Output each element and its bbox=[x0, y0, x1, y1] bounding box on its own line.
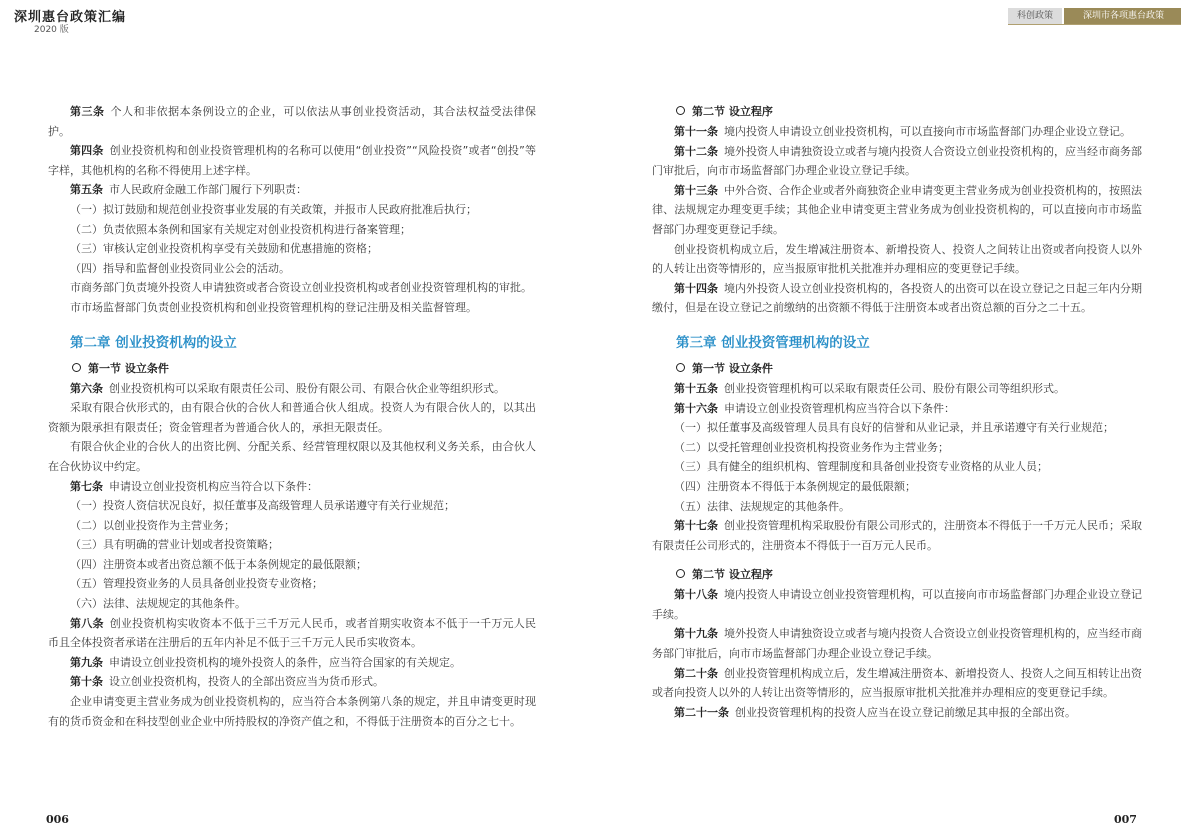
article-text: 创业投资管理机构成立后，发生增减注册资本、新增投资人、投资人之间互相转让出资或者向投资人以外的人转让出资等情形的，应当报原审批机关批准并办理相应的变更登记手续。 bbox=[652, 666, 1142, 700]
article-10 bbox=[48, 672, 536, 692]
article-label: 第四条 bbox=[70, 144, 104, 158]
circle-bullet-icon bbox=[676, 106, 685, 115]
article-text: 境内投资人申请设立创业投资管理机构，可以直接向市市场监督部门办理企业设立登记手续。 bbox=[652, 588, 1142, 621]
article-label: 第二十条 bbox=[674, 666, 718, 680]
article-label: 第二十一条 bbox=[674, 705, 729, 719]
article-17 bbox=[652, 516, 1142, 555]
article-text: 创业投资机构实收资本不低于三千万元人民币，或者首期实收资本不低于一千万元人民币且全体投资者承诺在注册后的五年内补足不低于三千万元人民币实收资本。 bbox=[48, 616, 537, 650]
article-7 bbox=[48, 477, 536, 497]
header-divider bbox=[1008, 24, 1181, 25]
section-title: 第二节 设立程序 bbox=[692, 568, 773, 582]
article-text: 创业投资机构和创业投资管理机构的名称可以使用“创业投资”“风险投资”或者“创投”等字样，其他机构的名称不得使用上述字样。 bbox=[48, 144, 536, 177]
article-text: 创业投资机构可以采取有限责任公司、股份有限公司、有限合伙企业等组织形式。 bbox=[109, 381, 505, 395]
article-label: 第九条 bbox=[70, 655, 103, 669]
article-label: 第十三条 bbox=[674, 183, 718, 197]
article-text: 创业投资管理机构采取股份有限公司形式的，注册资本不得低于一千万元人民币；采取有限责任公司形式的，注册资本不得低于一百万元人民币。 bbox=[652, 519, 1142, 552]
list-item: （一）投资人资信状况良好，拟任董事及高级管理人员承诺遵守有关行业规范； bbox=[70, 499, 455, 513]
list-item: （一）拟任董事及高级管理人员具有良好的信誉和从业记录，并且承诺遵守有关行业规范； bbox=[674, 421, 1114, 435]
article-text: 申请设立创业投资机构的境外投资人的条件，应当符合国家的有关规定。 bbox=[109, 655, 461, 669]
list-item: （四）注册资本或者出资总额不低于本条例规定的最低限额； bbox=[70, 557, 367, 571]
article-20 bbox=[652, 664, 1142, 703]
section-heading bbox=[48, 359, 536, 379]
section-heading bbox=[652, 359, 1142, 379]
article-text: 境外投资人申请独资设立或者与境内投资人合资设立创业投资机构的，应当经市商务部门审批后，向市市场监督部门办理企业设立登记手续。 bbox=[652, 144, 1142, 178]
list-item: （三）具有健全的组织机构、管理制度和具备创业投资专业资格的从业人员； bbox=[674, 460, 1048, 474]
article-14 bbox=[652, 279, 1142, 318]
article-label: 第五条 bbox=[70, 183, 103, 197]
article-text: 申请设立创业投资机构应当符合以下条件： bbox=[109, 479, 318, 493]
article-13 bbox=[652, 181, 1142, 240]
tab-tech-policy: 科创政策 bbox=[1008, 8, 1062, 24]
article-18 bbox=[652, 585, 1142, 624]
paragraph: 企业申请变更主营业务成为创业投资机构的，应当符合本条例第八条的规定，并且申请变更时现有的货币资金和在科技型创业企业中所持股权的净资产值之和，不得低于注册资本的百分之七十。 bbox=[48, 695, 536, 728]
article-label: 第七条 bbox=[70, 479, 103, 493]
edition-year: 2020 版 bbox=[34, 25, 69, 35]
list-item: （一）拟订鼓励和规范创业投资事业发展的有关政策，并报市人民政府批准后执行； bbox=[70, 202, 477, 216]
list-item: （四）指导和监督创业投资同业公会的活动。 bbox=[70, 261, 290, 275]
article-8 bbox=[48, 614, 536, 653]
circle-bullet-icon bbox=[676, 569, 685, 578]
article-text: 设立创业投资机构，投资人的全部出资应当为货币形式。 bbox=[109, 675, 384, 689]
article-text: 创业投资管理机构的投资人应当在设立登记前缴足其申报的全部出资。 bbox=[735, 705, 1076, 719]
article-text: 中外合资、合作企业或者外商独资企业申请变更主营业务成为创业投资机构的，按照法律、法规规定办理变更手续；其他企业申请变更主营业务成为创业投资机构的，可以直接向市市场监督部门办理变更登记手续。 bbox=[652, 183, 1142, 236]
left-page-body bbox=[48, 102, 536, 731]
article-text: 境内投资人申请设立创业投资机构，可以直接向市市场监督部门办理企业设立登记。 bbox=[724, 125, 1131, 138]
paragraph: 有限合伙企业的合伙人的出资比例、分配关系、经营管理权限以及其他权利义务关系，由合伙人在合伙协议中约定。 bbox=[48, 440, 536, 473]
section-heading bbox=[652, 565, 1142, 585]
article-5 bbox=[48, 180, 536, 200]
chapter-3-title: 第三章 创业投资管理机构的设立 bbox=[676, 334, 870, 351]
article-16 bbox=[652, 399, 1142, 419]
article-9 bbox=[48, 653, 536, 673]
list-item: （二）以创业投资作为主营业务； bbox=[70, 518, 235, 532]
list-item: （二）以受托管理创业投资机构投资业务作为主营业务； bbox=[674, 440, 949, 454]
section-title: 第一节 设立条件 bbox=[88, 361, 169, 375]
article-text: 境外投资人申请独资设立或者与境内投资人合资设立创业投资管理机构的，应当经市商务部门审批后，向市市场监督部门办理企业设立登记手续。 bbox=[652, 627, 1142, 661]
list-item: （六）法律、法规规定的其他条件。 bbox=[70, 597, 246, 611]
article-text: 境内外投资人设立创业投资机构的，各投资人的出资可以在设立登记之日起三年内分期缴付，但是在设立登记之前缴纳的出资额不得低于注册资本或者出资总额的百分之二十五。 bbox=[652, 281, 1142, 315]
article-6 bbox=[48, 379, 536, 399]
article-label: 第十八条 bbox=[674, 588, 718, 602]
article-15 bbox=[652, 379, 1142, 399]
article-label: 第十二条 bbox=[674, 144, 718, 158]
article-12 bbox=[652, 142, 1142, 181]
article-label: 第十一条 bbox=[674, 125, 718, 138]
tab-shenzhen-policies: 深圳市各项惠台政策 bbox=[1064, 8, 1181, 24]
article-text: 申请设立创业投资管理机构应当符合以下条件： bbox=[724, 401, 955, 415]
list-item: （四）注册资本不得低于本条例规定的最低限额； bbox=[674, 479, 916, 493]
article-label: 第十六条 bbox=[674, 401, 718, 415]
circle-bullet-icon bbox=[72, 363, 81, 372]
paragraph: 市市场监督部门负责创业投资机构和创业投资管理机构的登记注册及相关监督管理。 bbox=[70, 300, 477, 314]
paragraph: 采取有限合伙形式的，由有限合伙的合伙人和普通合伙人组成。投资人为有限合伙人的，以其出资额为限承担有限责任；资金管理者为普通合伙人的，承担无限责任。 bbox=[48, 401, 536, 434]
paragraph: 创业投资机构成立后，发生增减注册资本、新增投资人、投资人之间转让出资或者向投资人以外的人转让出资等情形的，应当报原审批机关批准并办理相应的变更登记手续。 bbox=[652, 242, 1142, 276]
article-label: 第八条 bbox=[70, 616, 104, 630]
article-label: 第十九条 bbox=[674, 627, 718, 641]
article-3 bbox=[48, 102, 536, 141]
paragraph: 市商务部门负责境外投资人申请独资或者合资设立创业投资机构或者创业投资管理机构的审批。 bbox=[70, 281, 532, 295]
circle-bullet-icon bbox=[676, 363, 685, 372]
header-tabs bbox=[1008, 8, 1181, 24]
section-title: 第一节 设立条件 bbox=[692, 361, 773, 375]
article-11 bbox=[652, 122, 1142, 142]
list-item: （二）负责依照本条例和国家有关规定对创业投资机构进行备案管理； bbox=[70, 222, 411, 236]
section-title: 第二节 设立程序 bbox=[692, 105, 773, 118]
list-item: （三）审核认定创业投资机构享受有关鼓励和优惠措施的资格； bbox=[70, 242, 378, 256]
article-19 bbox=[652, 624, 1142, 663]
article-text: 个人和非依据本条例设立的企业，可以依法从事创业投资活动，其合法权益受法律保护。 bbox=[48, 105, 537, 138]
article-label: 第六条 bbox=[70, 381, 103, 395]
article-label: 第三条 bbox=[70, 105, 105, 118]
book-title: 深圳惠台政策汇编 bbox=[14, 10, 127, 25]
right-page-body bbox=[652, 102, 1142, 722]
list-item: （五）管理投资业务的人员具备创业投资专业资格； bbox=[70, 577, 323, 591]
list-item: （三）具有明确的营业计划或者投资策略； bbox=[70, 538, 279, 552]
article-text: 创业投资管理机构可以采取有限责任公司、股份有限公司等组织形式。 bbox=[724, 381, 1065, 395]
article-label: 第十七条 bbox=[674, 519, 718, 533]
article-21 bbox=[652, 703, 1142, 723]
article-label: 第十条 bbox=[70, 675, 103, 689]
page-number-left: 006 bbox=[46, 813, 69, 826]
section-heading bbox=[652, 102, 1142, 122]
page-number-right: 007 bbox=[1114, 813, 1137, 826]
chapter-2-title: 第二章 创业投资机构的设立 bbox=[70, 334, 237, 351]
article-4 bbox=[48, 141, 536, 180]
article-label: 第十五条 bbox=[674, 381, 718, 395]
article-text: 市人民政府金融工作部门履行下列职责： bbox=[109, 183, 307, 197]
list-item: （五）法律、法规规定的其他条件。 bbox=[674, 499, 850, 513]
article-label: 第十四条 bbox=[674, 281, 718, 295]
